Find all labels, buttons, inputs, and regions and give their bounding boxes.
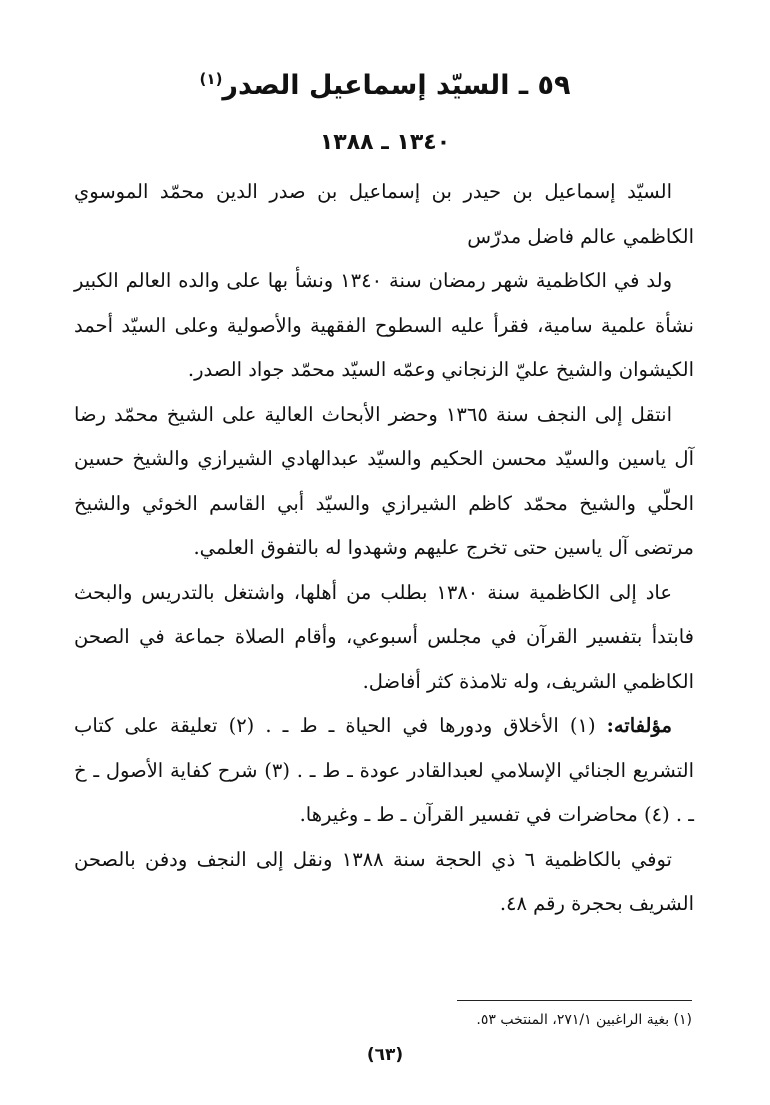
entry-body	[74, 170, 694, 927]
works-list: (١) الأخلاق ودورها في الحياة ـ ط ـ . (٢) تعليقة على كتاب التشريع الجنائي الإسلامي لعبدالقادر عودة ـ ط ـ . (٣) شرح كفاية الأصول ـ خ ـ . (٤) محاضرات في تفسير القرآن ـ ط ـ وغيرها.	[74, 714, 695, 826]
entry-title-text: ٥٩ ـ السيّد إسماعيل الصدر	[222, 70, 571, 101]
paragraph-works	[74, 704, 694, 838]
title-footnote-mark: (١)	[199, 70, 223, 88]
paragraph-death: توفي بالكاظمية ٦ ذي الحجة سنة ١٣٨٨ ونقل إلى النجف ودفن بالصحن الشريف بحجرة رقم ٤٨.	[74, 847, 694, 915]
page-number: (٦٣)	[366, 1045, 404, 1065]
paragraph-return: عاد إلى الكاظمية سنة ١٣٨٠ بطلب من أهلها، واشتغل بالتدريس والبحث فابتدأ بتفسير القرآن في مجلس أسبوعي، وأقام الصلاة جماعة في الصحن الكاظمي الشريف، وله تلامذة كثر أفاضل.	[74, 580, 694, 693]
entry-dates: ١٣٤٠ ـ ١٣٨٨	[319, 130, 451, 155]
paragraph-birth: ولد في الكاظمية شهر رمضان سنة ١٣٤٠ ونشأ بها على والده العالم الكبير نشأة علمية سامية، فقرأ عليه السطوح الفقهية والأصولية وعلى السيّد أحمد الكيشوان والشيخ عليّ الزنجاني وعمّه السيّد محمّد جواد الصدر.	[74, 269, 694, 381]
footnote: (١) بغية الراغبين ٢٧١/١، المنتخب ٥٣.	[476, 1012, 692, 1028]
paragraph-najaf: انتقل إلى النجف سنة ١٣٦٥ وحضر الأبحاث العالية على الشيخ محمّد رضا آل ياسين والسيّد محسن الحكيم والسيّد عبدالهادي الشيرازي والشيخ حسين الحلّي والشيخ محمّد كاظم الشيرازي والسيّد أبي القاسم الخوئي والشيخ مرتضى آل ياسين حتى تخرج عليهم وشهدوا له بالتفوق العلمي.	[74, 402, 694, 559]
paragraph-name: السيّد إسماعيل بن حيدر بن إسماعيل بن صدر الدين محمّد الموسوي الكاظمي عالم فاضل مدرّس	[74, 180, 694, 248]
entry-title	[0, 70, 770, 101]
works-label: مؤلفاته:	[606, 714, 672, 737]
footnote-divider	[457, 1000, 692, 1001]
